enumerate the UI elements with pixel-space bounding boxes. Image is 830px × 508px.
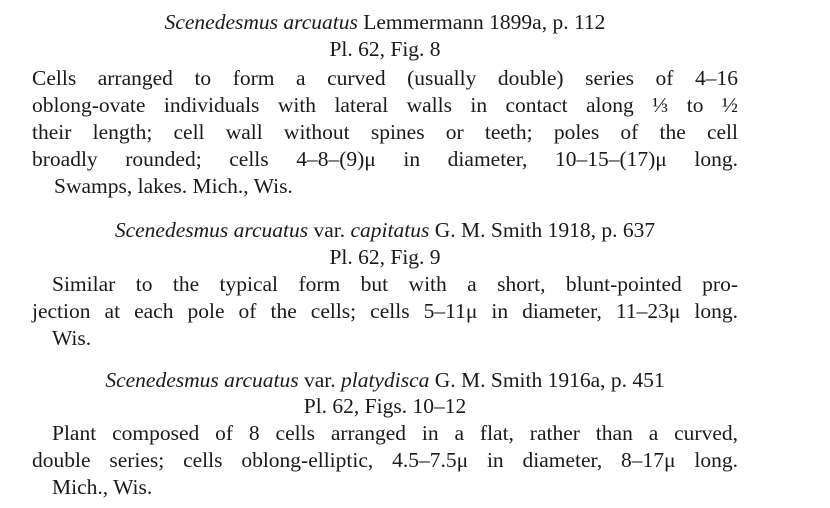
description-line: their length; cell wall without spines or teeth; poles of the cell — [32, 120, 738, 144]
plate-reference: Pl. 62, Fig. 9 — [329, 245, 441, 269]
variety-label: var. — [308, 218, 351, 242]
species-heading — [0, 10, 770, 34]
species-heading — [0, 368, 770, 392]
species-authority: G. M. Smith 1916a, p. 451 — [429, 368, 665, 392]
description-line: Plant composed of 8 cells arranged in a flat, rather than a curved, — [52, 421, 738, 445]
distribution-text: Swamps, lakes. Mich., Wis. — [54, 174, 293, 198]
species-name: Scenedesmus arcuatus — [105, 368, 299, 392]
description-line: double series; cells oblong-elliptic, 4.5–7.5μ in diameter, 8–17μ long. — [32, 448, 738, 472]
species-authority: G. M. Smith 1918, p. 637 — [429, 218, 656, 242]
description-line: jection at each pole of the cells; cells 5–11μ in diameter, 11–23μ long. — [32, 299, 738, 323]
plate-reference: Pl. 62, Fig. 8 — [329, 37, 441, 61]
description-line: Cells arranged to form a curved (usually double) series of 4–16 — [32, 66, 738, 90]
description-line: oblong-ovate individuals with lateral walls in contact along ⅓ to ½ — [32, 93, 738, 117]
variety-label: var. — [298, 368, 341, 392]
species-name: Scenedesmus arcuatus — [114, 218, 309, 242]
plate-reference: Pl. 62, Figs. 10–12 — [303, 394, 467, 418]
description-line: broadly rounded; cells 4–8–(9)μ in diameter, 10–15–(17)μ long. — [32, 147, 738, 171]
distribution-text: Mich., Wis. — [52, 475, 153, 499]
species-heading — [0, 218, 770, 242]
species-name: Scenedesmus arcuatus — [164, 10, 358, 34]
variety-name: capitatus — [350, 218, 430, 242]
distribution-text: Wis. — [52, 326, 92, 350]
description-line: Similar to the typical form but with a short, blunt-pointed pro- — [52, 272, 738, 296]
species-authority: Lemmermann 1899a, p. 112 — [357, 10, 606, 34]
variety-name: platydisca — [340, 368, 430, 392]
